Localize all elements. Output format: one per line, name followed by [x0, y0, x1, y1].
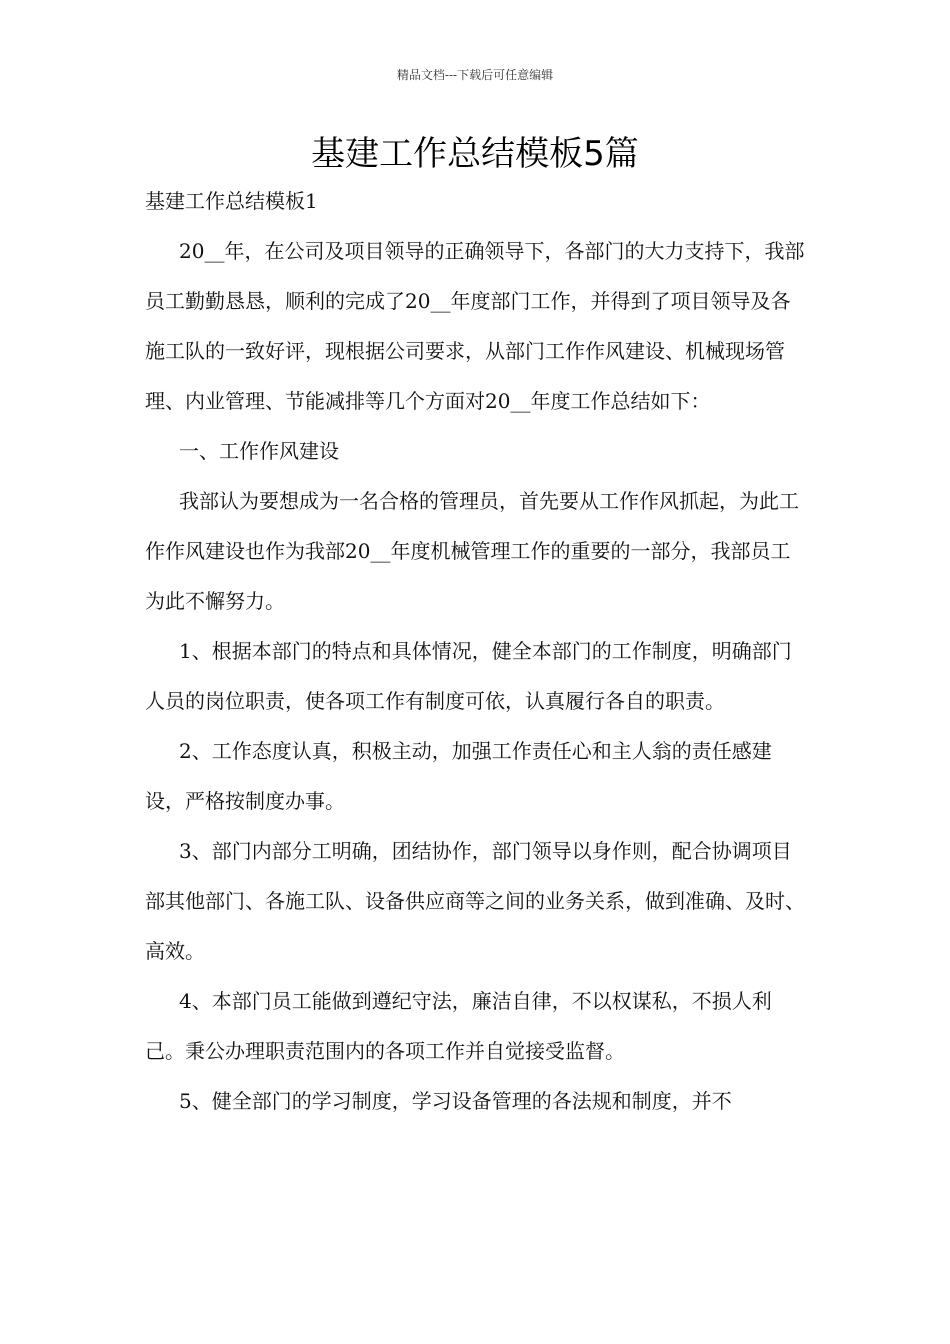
section-heading: 一、工作作风建设	[179, 439, 339, 463]
list-item: 4、本部门员工能做到遵纪守法，廉洁自律，不以权谋私，不损人利己。秉公办理职责范围内的各项工作并自觉接受监督。	[145, 989, 772, 1063]
section-subtitle: 基建工作总结模板1	[145, 189, 318, 213]
paragraph-intro: 20__年，在公司及项目领导的正确领导下，各部门的大力支持下，我部员工勤勤恳恳，顺利的完成了20__年度部门工作，并得到了项目领导及各施工队的一致好评，现根据公司要求，从部门工作作风建设、机械现场管理、内业管理、节能减排等几个方面对20__年度工作总结如下：	[145, 239, 805, 413]
document-title: 基建工作总结模板5篇	[311, 134, 639, 174]
list-item: 1、根据本部门的特点和具体情况，健全本部门的工作制度，明确部门人员的岗位职责，使各项工作有制度可依，认真履行各自的职责。	[145, 639, 792, 713]
document-body	[145, 176, 810, 1126]
list-item: 2、工作态度认真，积极主动，加强工作责任心和主人翁的责任感建设，严格按制度办事。	[145, 739, 772, 813]
header-note: 精品文档---下载后可任意编辑	[396, 68, 554, 82]
list-item: 3、部门内部分工明确，团结协作，部门领导以身作则，配合协调项目部其他部门、各施工队、设备供应商等之间的业务关系，做到准确、及时、高效。	[145, 839, 805, 963]
paragraph: 我部认为要想成为一名合格的管理员，首先要从工作作风抓起，为此工作作风建设也作为我部20__年度机械管理工作的重要的一部分，我部员工为此不懈努力。	[145, 489, 799, 613]
list-item: 5、健全部门的学习制度，学习设备管理的各法规和制度，并不	[179, 1089, 732, 1113]
